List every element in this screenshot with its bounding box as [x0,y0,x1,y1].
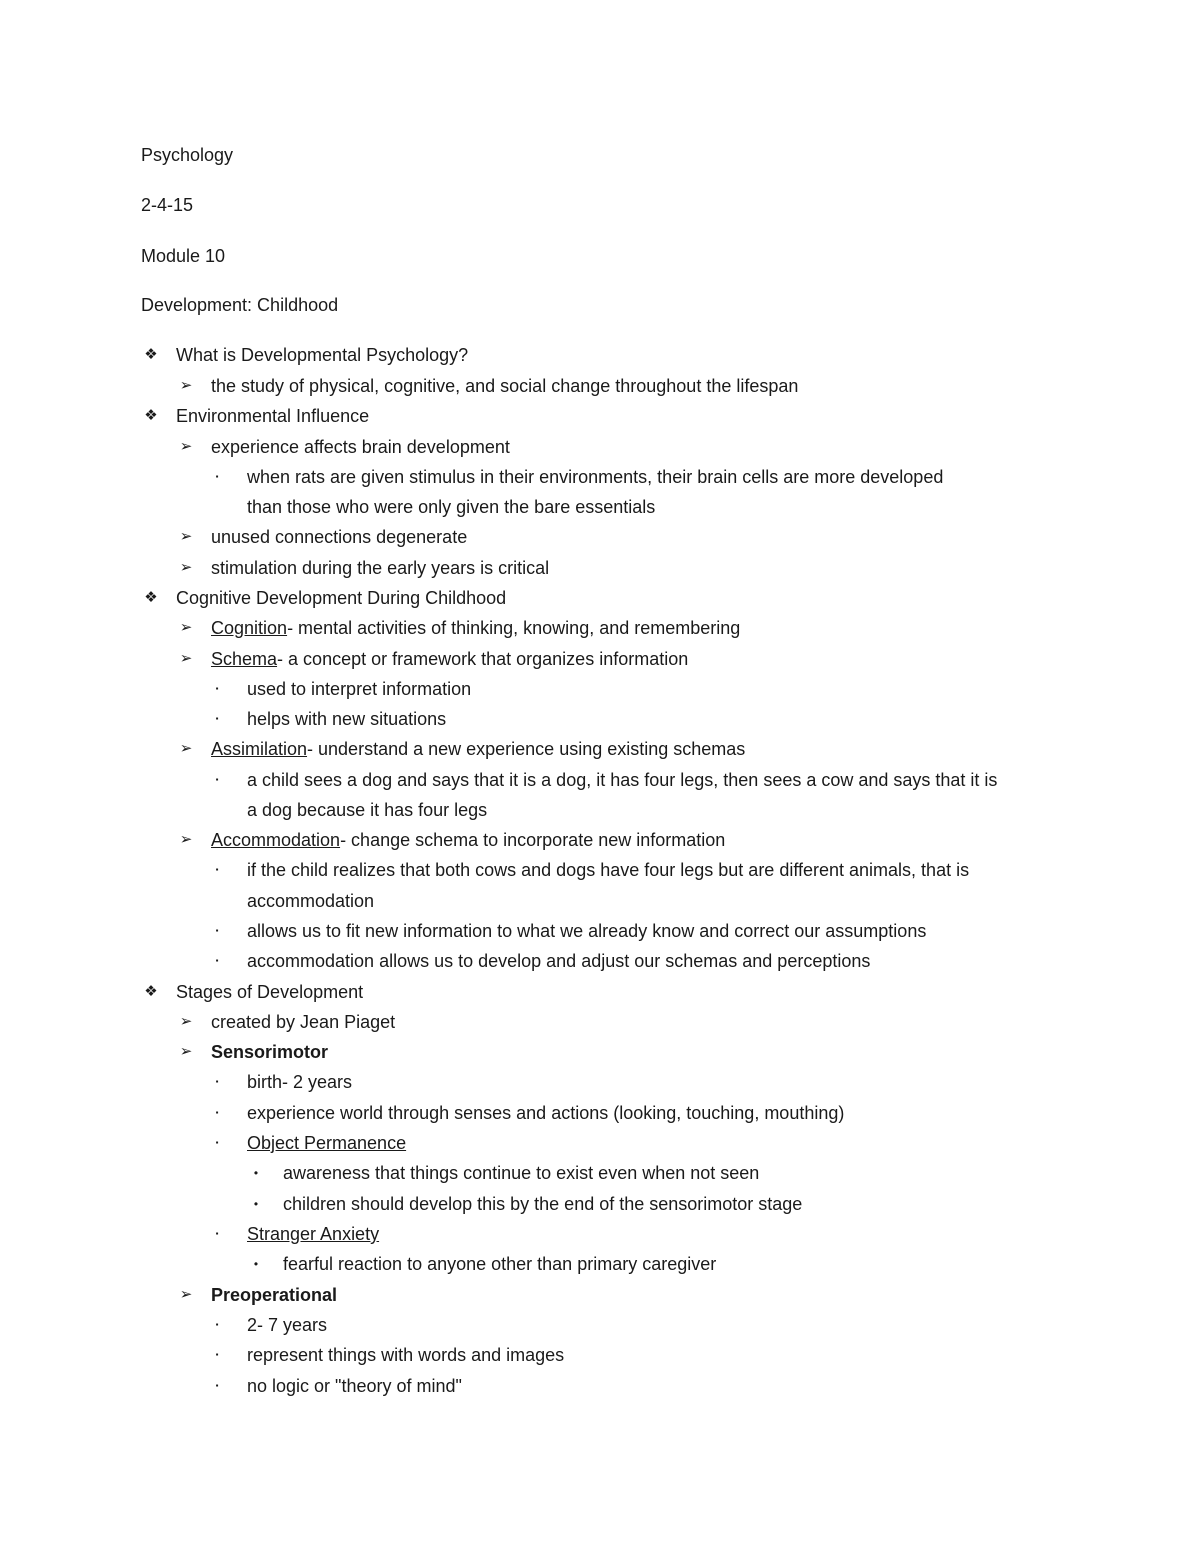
list-item-text: What is Developmental Psychology? [176,345,469,365]
list-item-text: stimulation during the early years is critical [211,558,550,578]
list-item-text: fearful reaction to anyone other than primary caregiver [283,1254,717,1274]
arrow-bullet-icon: ➢ [179,1286,193,1303]
list-item-text: no logic or "theory of mind" [247,1376,462,1396]
definition-text: - understand a new experience using existing schemas [307,739,746,759]
list-item-text: unused connections degenerate [211,527,468,547]
stage-heading: Sensorimotor [211,1042,329,1062]
square-bullet-icon: ▪ [215,1350,219,1359]
list-item-text: experience world through senses and actions (looking, touching, mouthing) [247,1103,845,1123]
list-item-text [211,737,745,761]
list-item-text: created by Jean Piaget [211,1012,396,1032]
square-bullet-icon: ▪ [215,1108,219,1117]
square-bullet-icon: ▪ [215,926,219,935]
topic-line: Development: Childhood [141,295,339,315]
list-item-text: when rats are given stimulus in their environments, their brain cells are more developed [247,467,944,487]
list-item-text: accommodation allows us to develop and adjust our schemas and perceptions [247,951,871,971]
list-item-text: than those who were only given the bare essentials [247,497,656,517]
arrow-bullet-icon: ➢ [179,650,193,667]
term-accommodation: Accommodation [211,830,341,850]
diamond-bullet-icon: ❖ [144,589,158,606]
square-bullet-icon: ▪ [215,1229,219,1238]
arrow-bullet-icon: ➢ [179,438,193,455]
list-item-text: used to interpret information [247,679,472,699]
definition-text: - a concept or framework that organizes information [277,649,689,669]
square-bullet-icon: ▪ [215,472,219,481]
square-bullet-icon: ▪ [215,714,219,723]
list-item-text: a dog because it has four legs [247,800,488,820]
list-item-text: Stages of Development [176,982,364,1002]
term-stranger-anxiety: Stranger Anxiety [247,1224,380,1244]
arrow-bullet-icon: ➢ [179,528,193,545]
arrow-bullet-icon: ➢ [179,740,193,757]
term-object-permanence: Object Permanence [247,1133,407,1153]
term-assimilation: Assimilation [211,739,308,759]
list-item-text [211,828,725,852]
list-item-text: if the child realizes that both cows and dogs have four legs but are different animals, that is [247,860,970,880]
square-bullet-icon: ▪ [215,775,219,784]
list-item-text: allows us to fit new information to what we already know and correct our assumptions [247,921,927,941]
square-bullet-icon: ▪ [215,1138,219,1147]
list-item-text: Cognitive Development During Childhood [176,588,507,608]
definition-text: - change schema to incorporate new information [340,830,726,850]
list-item-text: accommodation [247,891,375,911]
list-item-text: experience affects brain development [211,437,510,457]
dot-bullet-icon: • [253,1257,259,1271]
list-item-text: 2- 7 years [247,1315,328,1335]
list-item-text: helps with new situations [247,709,447,729]
arrow-bullet-icon: ➢ [179,1043,193,1060]
stage-heading: Preoperational [211,1285,338,1305]
list-item-text: the study of physical, cognitive, and social change throughout the lifespan [211,376,799,396]
arrow-bullet-icon: ➢ [179,831,193,848]
diamond-bullet-icon: ❖ [144,407,158,424]
definition-text: - mental activities of thinking, knowing, and remembering [287,618,741,638]
arrow-bullet-icon: ➢ [179,377,193,394]
square-bullet-icon: ▪ [215,956,219,965]
arrow-bullet-icon: ➢ [179,1013,193,1030]
term-cognition: Cognition [211,618,288,638]
list-item-text: birth- 2 years [247,1072,353,1092]
arrow-bullet-icon: ➢ [179,559,193,576]
dot-bullet-icon: • [253,1166,259,1180]
list-item-text: Environmental Influence [176,406,370,426]
list-item-text [211,647,688,671]
square-bullet-icon: ▪ [215,1320,219,1329]
square-bullet-icon: ▪ [215,1077,219,1086]
list-item-text [211,616,740,640]
list-item-text: awareness that things continue to exist even when not seen [283,1163,760,1183]
list-item-text: children should develop this by the end of the sensorimotor stage [283,1194,803,1214]
square-bullet-icon: ▪ [215,684,219,693]
date-line: 2-4-15 [141,195,194,215]
square-bullet-icon: ▪ [215,1381,219,1390]
diamond-bullet-icon: ❖ [144,983,158,1000]
module-line: Module 10 [141,246,226,266]
term-schema: Schema [211,649,278,669]
arrow-bullet-icon: ➢ [179,619,193,636]
dot-bullet-icon: • [253,1197,259,1211]
list-item-text: a child sees a dog and says that it is a dog, it has four legs, then sees a cow and says that it is [247,770,998,790]
subject-line: Psychology [141,145,234,165]
diamond-bullet-icon: ❖ [144,346,158,363]
list-item-text: represent things with words and images [247,1345,565,1365]
square-bullet-icon: ▪ [215,865,219,874]
